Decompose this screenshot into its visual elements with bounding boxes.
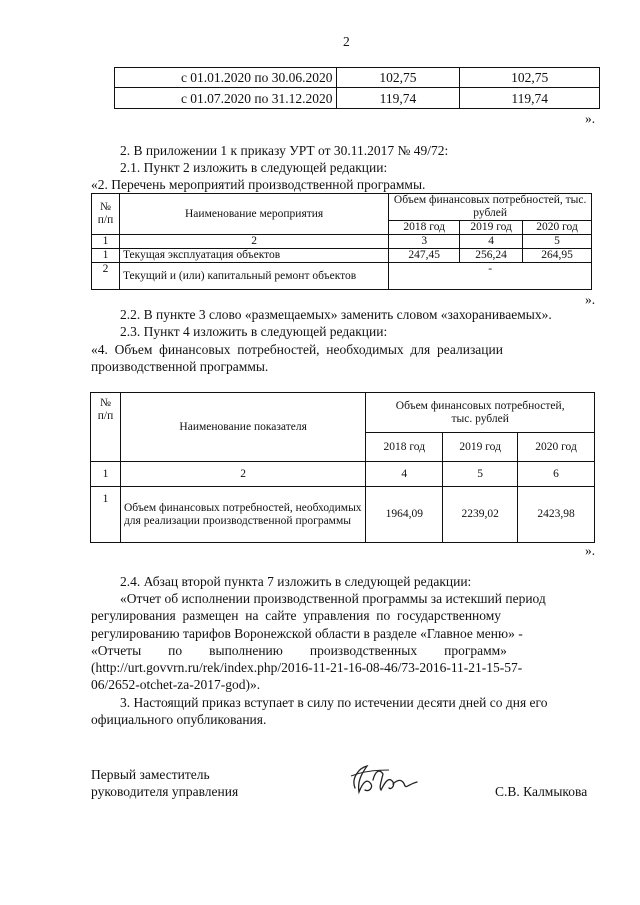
index-cell: 6 — [518, 462, 595, 487]
item-3-line-1: 3. Настоящий приказ вступает в силу по истечении десяти дней со дня его — [120, 695, 548, 710]
year-header: 2019 год — [460, 221, 523, 235]
header-fin: Объем финансовых потребностей, тыс. рублей — [366, 393, 595, 433]
financial-needs-table — [90, 392, 595, 543]
index-cell: 4 — [366, 462, 443, 487]
index-cell: 2 — [120, 462, 365, 487]
index-cell: 5 — [523, 235, 592, 249]
report-line-4: «Отчеты по выполнению производственных программ» — [91, 643, 507, 658]
header-fin: Объем финансовых потребностей, тыс. рублей — [389, 194, 592, 221]
closing-quote: ». — [585, 543, 596, 558]
signature-image — [345, 758, 425, 803]
header-name: Наименование мероприятия — [119, 194, 388, 235]
row-number: 1 — [91, 487, 121, 543]
section-4-line-2: производственной программы. — [91, 359, 269, 374]
value-cell: - — [389, 263, 592, 290]
closing-quote: ». — [585, 111, 596, 126]
period-cell: с 01.01.2020 по 30.06.2020 — [115, 68, 337, 88]
value-cell: 256,24 — [460, 249, 523, 263]
year-header: 2019 год — [443, 433, 518, 462]
year-header: 2020 год — [523, 221, 592, 235]
item-2-2: 2.2. В пункте 3 слово «размещаемых» заменить словом «захораниваемых». — [120, 307, 552, 322]
index-cell: 3 — [389, 235, 460, 249]
year-header: 2020 год — [518, 433, 595, 462]
closing-quote: ». — [585, 292, 596, 307]
value-cell: 119,74 — [460, 88, 600, 109]
value-cell: 102,75 — [460, 68, 600, 88]
signer-title-1: Первый заместитель — [91, 767, 210, 782]
item-2-1: 2.1. Пункт 2 изложить в следующей редакции: — [120, 160, 388, 175]
period-cell: с 01.07.2020 по 31.12.2020 — [115, 88, 337, 109]
row-name: Текущий и (или) капитальный ремонт объектов — [119, 263, 388, 290]
report-line-2: регулирования размещен на сайте управления по государственному — [91, 608, 502, 623]
table-row — [92, 249, 592, 263]
report-link: (http://urt.govvrn.ru/rek/index.php/2016-11-21-16-08-46/73-2016-11-21-15-57- — [91, 660, 523, 675]
index-row — [91, 462, 595, 487]
table-row — [92, 263, 592, 290]
year-header: 2018 год — [389, 221, 460, 235]
section-4-line-1: «4. Объем финансовых потребностей, необходимых для реализации — [91, 342, 503, 357]
page-number: 2 — [343, 34, 350, 49]
section-2-title: «2. Перечень мероприятий производственной программы. — [91, 177, 426, 192]
value-cell: 119,74 — [336, 88, 460, 109]
year-header: 2018 год — [366, 433, 443, 462]
value-cell: 1964,09 — [366, 487, 443, 543]
table-row — [115, 88, 600, 109]
item-2-4: 2.4. Абзац второй пункта 7 изложить в следующей редакции: — [120, 574, 472, 589]
value-cell: 102,75 — [336, 68, 460, 88]
report-line-1: «Отчет об исполнении производственной программы за истекший период — [120, 591, 546, 606]
value-cell: 247,45 — [389, 249, 460, 263]
row-name: Объем финансовых потребностей, необходимых для реализации производственной программы — [120, 487, 365, 543]
table-row — [91, 487, 595, 543]
row-number: 1 — [92, 249, 120, 263]
header-name: Наименование показателя — [120, 393, 365, 462]
index-cell: 5 — [443, 462, 518, 487]
signer-name: С.В. Калмыкова — [495, 784, 588, 799]
item-2-3: 2.3. Пункт 4 изложить в следующей редакции: — [120, 324, 388, 339]
index-cell: 1 — [91, 462, 121, 487]
report-line-6: 06/2652-otchet-za-2017-god)». — [91, 677, 261, 692]
index-cell: 1 — [92, 235, 120, 249]
value-cell: 264,95 — [523, 249, 592, 263]
value-cell: 2239,02 — [443, 487, 518, 543]
row-name: Текущая эксплуатация объектов — [119, 249, 388, 263]
table-row — [115, 68, 600, 88]
report-line-3: регулированию тарифов Воронежской области в разделе «Главное меню» - — [91, 626, 523, 641]
header-num: № п/п — [91, 393, 121, 462]
index-cell: 2 — [119, 235, 388, 249]
activities-table — [91, 193, 592, 290]
item-3-line-2: официального опубликования. — [91, 712, 267, 727]
signer-title-2: руководителя управления — [91, 784, 239, 799]
index-row — [92, 235, 592, 249]
index-cell: 4 — [460, 235, 523, 249]
row-number: 2 — [92, 263, 120, 290]
value-cell: 2423,98 — [518, 487, 595, 543]
tariff-table — [114, 67, 600, 109]
item-2-heading: 2. В приложении 1 к приказу УРТ от 30.11.2017 № 49/72: — [120, 143, 449, 158]
header-num: № п/п — [92, 194, 120, 235]
